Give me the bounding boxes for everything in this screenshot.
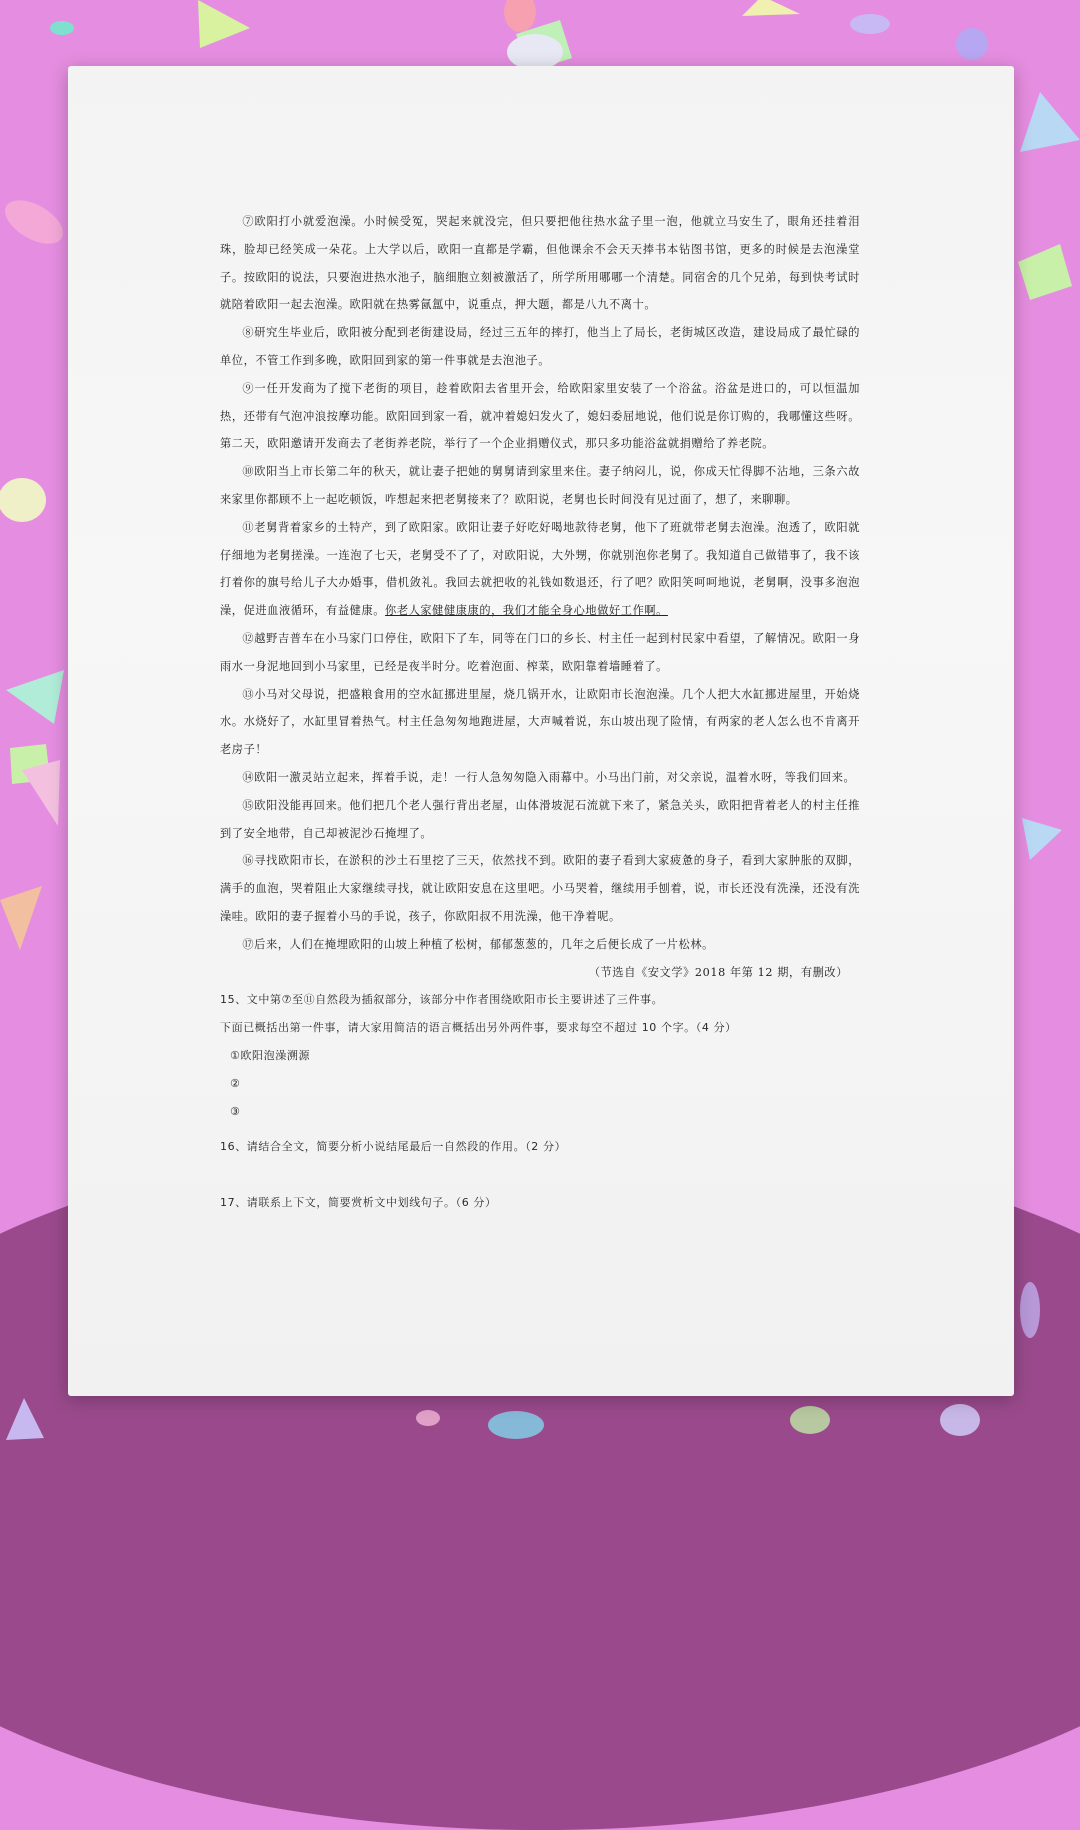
confetti-triangle	[198, 0, 250, 48]
paragraph-13: ⑬小马对父母说，把盛粮食用的空水缸挪进里屋，烧几锅开水，让欧阳市长泡泡澡。几个人把大水缸挪进屋里，开始烧水。水烧好了，水缸里冒着热气。村主任急匆匆地跑进屋，大声喊着说，东山坡出现了险情，有两家的老人怎么也不肯离开老房子！	[220, 687, 860, 757]
paragraph-7: ⑦欧阳打小就爱泡澡。小时候受冤，哭起来就没完，但只要把他往热水盆子里一泡，他就立马安生了，眼角还挂着泪珠，脸却已经笑成一朵花。上大学以后，欧阳一直都是学霸，但他课余不会天天捧书本钻图书馆，更多的时候是去泡澡堂子。按欧阳的说法，只要泡进热水池子，脑细胞立刻被激活了，所学所用哪哪一个清楚。同宿舍的几个兄弟，每到快考试时就陪着欧阳一起去泡澡。欧阳就在热雾氤氲中，说重点，押大题，都是八九不离十。	[220, 215, 860, 312]
confetti-ellipse	[940, 1404, 980, 1436]
paragraph-14: ⑭欧阳一激灵站立起来，挥着手说，走！一行人急匆匆隐入雨幕中。小马出门前，对父亲说，温着水呀，等我们回来。	[242, 770, 856, 784]
exam-paper-sheet	[68, 66, 1014, 1396]
paragraph-9: ⑨一任开发商为了搅下老街的项目，趁着欧阳去省里开会，给欧阳家里安装了一个浴盆。浴盆是进口的，可以恒温加热，还带有气泡冲浪按摩功能。欧阳回到家一看，就冲着媳妇发火了，媳妇委屈地说，他们说是你订购的，我哪懂这些呀。第二天，欧阳邀请开发商去了老街养老院，举行了一个企业捐赠仪式，那只多功能浴盆就捐赠给了养老院。	[220, 381, 860, 451]
spacer	[220, 1161, 860, 1189]
confetti-ellipse	[507, 34, 563, 70]
confetti-ellipse	[850, 14, 890, 34]
question-16: 16、请结合全文，简要分析小说结尾最后一自然段的作用。（2 分）	[220, 1140, 567, 1154]
confetti-ellipse	[50, 21, 74, 35]
confetti-ellipse	[488, 1411, 544, 1439]
confetti-ellipse	[0, 191, 70, 252]
answer-line-2: ②	[230, 1076, 241, 1090]
question-15-instruction: 下面已概括出第一件事，请大家用简洁的语言概括出另外两件事，要求每空不超过 10 个字。（4 分）	[220, 1021, 737, 1035]
paragraph-10: ⑩欧阳当上市长第二年的秋天，就让妻子把她的舅舅请到家里来住。妻子纳闷儿，说，你成天忙得脚不沾地，三条六故来家里你都顾不上一起吃顿饭，咋想起来把老舅接来了？欧阳说，老舅也长时间没有见过面了，想了，来聊聊。	[220, 465, 860, 506]
question-15: 15、文中第⑦至⑪自然段为插叙部分，该部分中作者围绕欧阳市长主要讲述了三件事。	[220, 993, 664, 1007]
confetti-triangle	[6, 670, 64, 724]
document-body	[220, 208, 860, 1217]
confetti-ellipse	[0, 478, 46, 522]
confetti-square	[1018, 244, 1072, 300]
paragraph-12: ⑫越野吉普车在小马家门口停住，欧阳下了车，同等在门口的乡长、村主任一起到村民家中看望，了解情况。欧阳一身雨水一身泥地回到小马家里，已经是夜半时分。吃着泡面、榨菜，欧阳靠着墙睡着了。	[220, 631, 860, 673]
paragraph-8: ⑧研究生毕业后，欧阳被分配到老街建设局，经过三五年的摔打，他当上了局长，老街城区改造，建设局成了最忙碌的单位，不管工作到多晚，欧阳回到家的第一件事就是去泡池子。	[220, 326, 860, 367]
answer-line-3: ③	[230, 1104, 241, 1118]
confetti-ellipse	[416, 1410, 440, 1426]
confetti-triangle	[6, 1398, 44, 1440]
confetti-circle	[956, 28, 988, 60]
spacer	[220, 1125, 860, 1133]
confetti-triangle	[742, 0, 800, 16]
paragraph-16: ⑯寻找欧阳市长，在淤积的沙土石里挖了三天，依然找不到。欧阳的妻子看到大家疲惫的身子，看到大家肿胀的双脚，满手的血泡，哭着阻止大家继续寻找，就让欧阳安息在这里吧。小马哭着，继续用手刨着，说，市长还没有洗澡，还没有洗澡哇。欧阳的妻子握着小马的手说，孩子，你欧阳叔不用洗澡，他干净着呢。	[220, 854, 860, 923]
question-17: 17、请联系上下文，简要赏析文中划线句子。（6 分）	[220, 1196, 497, 1210]
confetti-ellipse	[504, 0, 536, 32]
confetti-triangle	[22, 760, 60, 826]
paragraph-11	[220, 514, 860, 625]
confetti-triangle	[1022, 818, 1062, 860]
source-citation: （节选自《安文学》2018 年第 12 期，有删改）	[588, 965, 848, 979]
confetti-ellipse	[1020, 1282, 1040, 1338]
answer-line-1: ①欧阳泡澡溯源	[230, 1048, 311, 1062]
confetti-triangle	[0, 886, 42, 950]
confetti-ellipse	[790, 1406, 830, 1434]
paragraph-17: ⑰后来，人们在掩埋欧阳的山坡上种植了松树，郁郁葱葱的，几年之后便长成了一片松林。	[242, 937, 714, 951]
paragraph-11-text: ⑪老舅背着家乡的土特产，到了欧阳家。欧阳让妻子好吃好喝地款待老舅，他下了班就带老舅去泡澡。泡透了，欧阳就仔细地为老舅搓澡。一连泡了七天，老舅受不了了，对欧阳说，大外甥，你就别泡你老舅了。我知道自己做错事了，我不该打着你的旗号给儿子大办婚事，借机敛礼。我回去就把收的礼钱如数退还，行了吧？欧阳笑呵呵地说，老舅啊，没事多泡泡澡，促进血液循环，有益健康。	[220, 520, 860, 618]
paragraph-15: ⑮欧阳没能再回来。他们把几个老人强行背出老屋，山体滑坡泥石流就下来了，紧急关头，欧阳把背着老人的村主任推到了安全地带，自己却被泥沙石掩埋了。	[220, 798, 860, 840]
confetti-triangle	[1020, 92, 1080, 152]
underlined-sentence: 你老人家健健康康的，我们才能全身心地做好工作啊。	[385, 604, 668, 618]
